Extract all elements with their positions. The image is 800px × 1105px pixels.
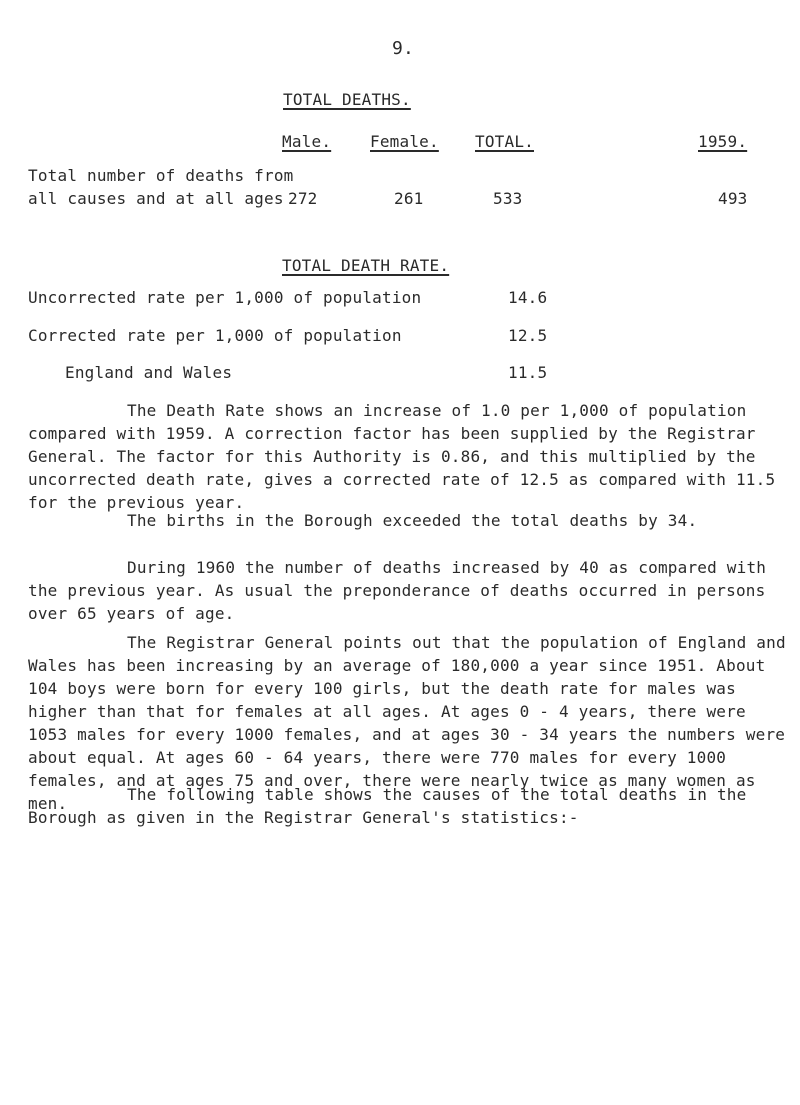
paragraph-following-table: The following table shows the causes of the total deaths in the Borough as given in the Registrar General's statistics:- <box>28 785 747 827</box>
corrected-rate-value: 12.5 <box>508 326 548 345</box>
prev-year-deaths-value: 493 <box>718 189 748 208</box>
female-deaths-value: 261 <box>394 189 424 208</box>
uncorrected-rate-label: Uncorrected rate per 1,000 of population <box>28 288 422 307</box>
male-deaths-value: 272 <box>288 189 318 208</box>
page-number: 9. <box>392 38 415 59</box>
total-deaths-value: 533 <box>493 189 523 208</box>
uncorrected-rate-value: 14.6 <box>508 288 548 307</box>
column-prev-year: 1959. <box>698 132 748 151</box>
total-deaths-heading: TOTAL DEATHS. <box>283 90 411 109</box>
paragraph-deaths-increase: During 1960 the number of deaths increased by 40 as compared with the previous year. As usual the preponderance of deaths occurred in persons over 65 years of age. <box>28 558 767 623</box>
column-male: Male. <box>282 132 332 151</box>
deaths-row-label-line1: Total number of deaths from <box>28 166 294 185</box>
column-total: TOTAL. <box>475 132 534 151</box>
paragraph-death-rate: The Death Rate shows an increase of 1.0 per 1,000 of population compared with 1959. A correction factor has been supplied by the Registrar General. The factor for this Authority is 0.86, and this multiplied by the uncorrected death rate, gives a corrected rate of 12.5 as compared with 11.5 for the previous year. <box>28 401 776 512</box>
death-rate-heading: TOTAL DEATH RATE. <box>282 256 450 275</box>
england-wales-label: England and Wales <box>65 363 233 382</box>
paragraph-births: The births in the Borough exceeded the total deaths by 34. <box>127 511 698 530</box>
corrected-rate-label: Corrected rate per 1,000 of population <box>28 326 402 345</box>
england-wales-value: 11.5 <box>508 363 548 382</box>
column-female: Female. <box>370 132 439 151</box>
paragraph-registrar-general: The Registrar General points out that the population of England and Wales has been increasing by an average of 180,000 a year since 1951. About 104 boys were born for every 100 girls, but the death rate for males was higher than that for females at all ages. At ages 0 - 4 years, there were 1053 males for every 1000 females, and at ages 30 - 34 years the numbers were about equal. At ages 60 - 64 years, there were 770 males for every 1000 females, and at ages 75 and over, there were nearly twice as many women as men. <box>28 633 786 813</box>
deaths-row-label-line2: all causes and at all ages <box>28 189 284 208</box>
